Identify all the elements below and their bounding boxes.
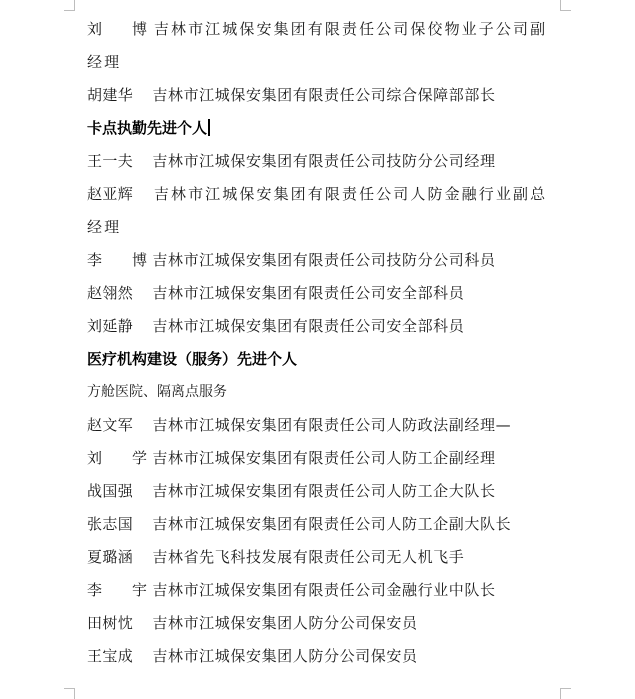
margin-mark-top-right	[560, 0, 571, 11]
person-title: 吉林市江城保安集团有限责任公司人防政法副经理—	[152, 416, 512, 434]
section-heading-text: 医疗机构建设（服务）先进个人	[87, 350, 298, 368]
list-item	[87, 145, 559, 178]
list-item	[87, 541, 559, 574]
person-name: 张志国	[87, 515, 134, 533]
list-item	[87, 244, 559, 277]
person-title: 吉林市江城保安集团有限责任公司保佼物业子公司副经理	[87, 20, 548, 71]
person-name: 刘延静	[87, 317, 134, 335]
person-title: 吉林市江城保安集团有限责任公司人防工企副大队长	[152, 515, 512, 533]
person-title: 吉林市江城保安集团有限责任公司综合保障部部长	[152, 86, 496, 104]
list-item	[87, 13, 559, 79]
list-item	[87, 574, 559, 607]
person-title: 吉林市江城保安集团有限责任公司人防金融行业副总经理	[87, 185, 548, 236]
person-name: 赵翎然	[87, 284, 134, 302]
person-title: 吉林市江城保安集团有限责任公司人防工企大队长	[152, 482, 496, 500]
person-name: 田树忱	[87, 614, 134, 632]
person-name: 刘 博	[87, 20, 147, 38]
list-item	[87, 640, 559, 673]
person-name: 赵亚辉	[87, 185, 134, 203]
person-title: 吉林市江城保安集团有限责任公司技防分公司经理	[152, 152, 496, 170]
section-subnote: 方舱医院、隔离点服务	[87, 384, 227, 400]
section-heading-text: 卡点执勤先进个人	[87, 119, 208, 137]
text-cursor	[208, 119, 210, 136]
person-name: 王一夫	[87, 152, 134, 170]
list-item	[87, 310, 559, 343]
list-item	[87, 79, 559, 112]
person-name: 夏璐涵	[87, 548, 134, 566]
person-title: 吉林市江城保安集团人防分公司保安员	[152, 647, 418, 665]
person-name: 胡建华	[87, 86, 134, 104]
list-item	[87, 442, 559, 475]
person-title: 吉林市江城保安集团有限责任公司技防分公司科员	[152, 251, 496, 269]
person-name: 李 博	[87, 251, 147, 269]
person-name: 李 宇	[87, 581, 147, 599]
list-item	[87, 409, 559, 442]
person-title: 吉林省先飞科技发展有限责任公司无人机飞手	[152, 548, 465, 566]
person-name: 战国强	[87, 482, 134, 500]
person-name: 王宝成	[87, 647, 134, 665]
margin-mark-bottom-left	[64, 688, 75, 699]
margin-mark-bottom-right	[560, 688, 571, 699]
person-name: 赵文军	[87, 416, 134, 434]
list-item	[87, 475, 559, 508]
section-heading	[87, 343, 559, 376]
person-title: 吉林市江城保安集团人防分公司保安员	[152, 614, 418, 632]
person-title: 吉林市江城保安集团有限责任公司安全部科员	[152, 284, 465, 302]
person-name: 刘 学	[87, 449, 147, 467]
list-item	[87, 508, 559, 541]
margin-mark-top-left	[64, 0, 75, 11]
document-body[interactable]	[87, 13, 559, 673]
person-title: 吉林市江城保安集团有限责任公司金融行业中队长	[152, 581, 496, 599]
list-item	[87, 178, 559, 244]
person-title: 吉林市江城保安集团有限责任公司人防工企副经理	[152, 449, 496, 467]
list-item	[87, 607, 559, 640]
person-title: 吉林市江城保安集团有限责任公司安全部科员	[152, 317, 465, 335]
section-heading	[87, 112, 559, 145]
list-item	[87, 277, 559, 310]
